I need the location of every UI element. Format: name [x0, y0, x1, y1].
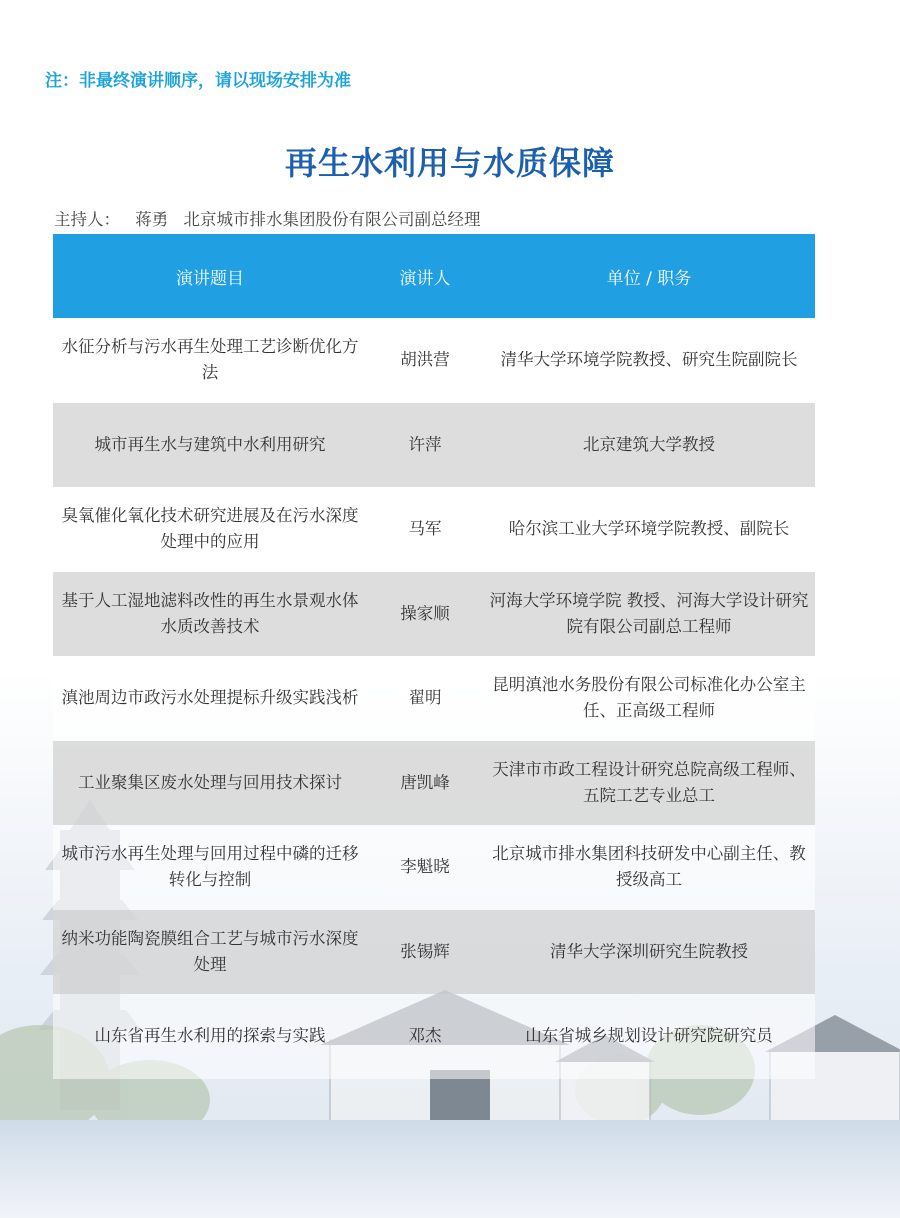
row-unit: 北京建筑大学教授 — [583, 434, 715, 454]
header-topic: 演讲题目 — [176, 268, 244, 289]
header-speaker: 演讲人 — [399, 268, 451, 289]
row-topic: 纳米功能陶瓷膜组合工艺与城市污水深度处理 — [61, 928, 359, 974]
table-row — [53, 403, 815, 488]
host-title: 北京城市排水集团股份有限公司副总经理 — [183, 210, 481, 229]
row-speaker: 唐凯峰 — [400, 772, 450, 792]
row-topic: 臭氧催化氧化技术研究进展及在污水深度处理中的应用 — [61, 506, 359, 552]
row-unit: 清华大学环境学院教授、研究生院副院长 — [500, 350, 798, 370]
table-row — [53, 487, 815, 572]
row-unit: 河海大学环境学院 教授、河海大学设计研究院有限公司副总工程师 — [489, 590, 809, 636]
row-topic: 山东省再生水利用的探索与实践 — [94, 1026, 326, 1046]
table-row — [53, 318, 815, 403]
row-topic: 水征分析与污水再生处理工艺诊断优化方法 — [61, 337, 359, 383]
table-row — [53, 825, 815, 910]
row-speaker: 李魁晓 — [400, 857, 450, 877]
row-unit: 天津市市政工程设计研究总院高级工程师、五院工艺专业总工 — [492, 759, 806, 805]
host-label: 主持人： — [54, 210, 120, 229]
table-row — [53, 572, 815, 657]
row-speaker: 许萍 — [408, 434, 442, 454]
table-row — [53, 910, 815, 995]
table-header — [53, 234, 815, 318]
row-topic: 城市再生水与建筑中水利用研究 — [94, 434, 326, 454]
row-speaker: 胡洪营 — [400, 350, 450, 370]
row-speaker: 操家顺 — [400, 603, 450, 623]
table-row — [53, 656, 815, 741]
row-unit: 北京城市排水集团科技研发中心副主任、教授级高工 — [492, 844, 806, 890]
row-speaker: 马军 — [408, 519, 442, 539]
row-unit: 清华大学深圳研究生院教授 — [550, 941, 748, 961]
row-topic: 工业聚集区废水处理与回用技术探讨 — [78, 772, 342, 792]
host-line — [54, 206, 491, 230]
row-speaker: 翟明 — [408, 688, 442, 708]
row-unit: 山东省城乡规划设计研究院研究员 — [525, 1026, 773, 1046]
row-speaker: 张锡辉 — [400, 941, 450, 961]
row-topic: 基于人工湿地滤料改性的再生水景观水体水质改善技术 — [61, 590, 359, 636]
row-unit: 哈尔滨工业大学环境学院教授、副院长 — [508, 519, 790, 539]
row-topic: 滇池周边市政污水处理提标升级实践浅析 — [61, 688, 359, 708]
host-name: 蒋勇 — [135, 210, 169, 229]
agenda-table — [53, 234, 815, 1079]
row-topic: 城市污水再生处理与回用过程中磷的迁移转化与控制 — [61, 844, 359, 890]
table-row — [53, 741, 815, 826]
schedule-note: 注：非最终演讲顺序，请以现场安排为准 — [45, 71, 351, 91]
table-row — [53, 994, 815, 1079]
page-title: 再生水利用与水质保障 — [284, 144, 615, 182]
header-unit: 单位 / 职务 — [606, 268, 692, 289]
row-speaker: 邓杰 — [408, 1026, 442, 1046]
row-unit: 昆明滇池水务股份有限公司标准化办公室主任、正高级工程师 — [492, 675, 806, 721]
